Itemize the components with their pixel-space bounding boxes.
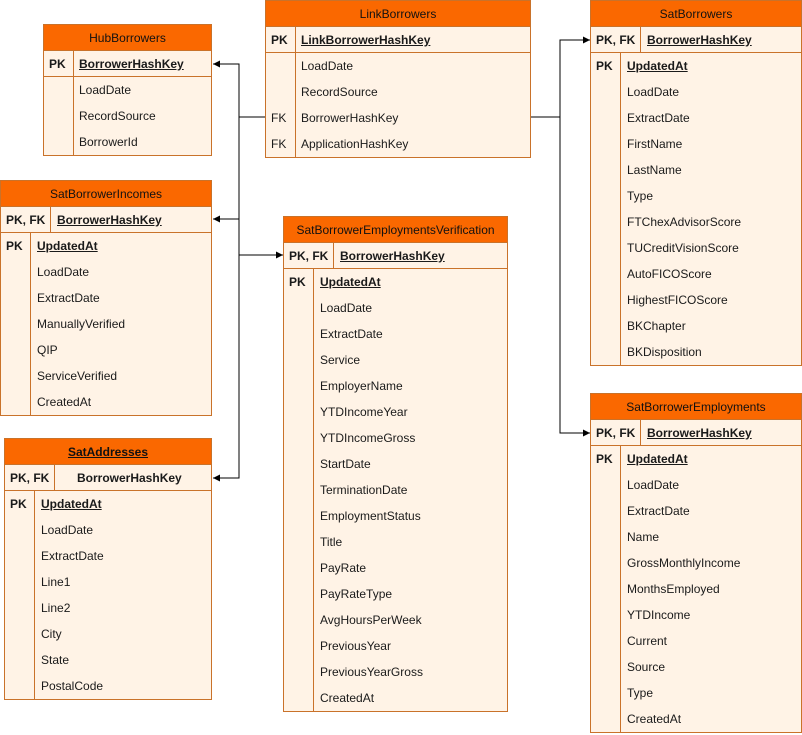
entity-title: SatBorrowerEmploymentsVerification xyxy=(284,217,507,243)
entity-row[interactable] xyxy=(591,235,801,261)
key-label xyxy=(591,472,621,498)
field-name: FTChexAdvisorScore xyxy=(627,215,742,229)
key-label xyxy=(591,313,621,339)
field-name: ExtractDate xyxy=(41,549,104,563)
entity-title: HubBorrowers xyxy=(44,25,211,51)
key-label xyxy=(591,654,621,680)
key-label: PK xyxy=(591,446,621,472)
entity-row[interactable] xyxy=(1,259,211,285)
entity-row[interactable] xyxy=(591,654,801,680)
field-name: ManuallyVerified xyxy=(37,317,126,331)
field-name: HighestFICOScore xyxy=(627,293,728,307)
key-label xyxy=(284,659,314,685)
key-label xyxy=(284,607,314,633)
key-label xyxy=(44,103,74,129)
field-name: Type xyxy=(627,189,654,203)
key-label xyxy=(1,389,31,415)
entity-row[interactable] xyxy=(284,659,507,685)
key-label xyxy=(591,550,621,576)
field-name: MonthsEmployed xyxy=(627,582,720,596)
field-name: PayRateType xyxy=(320,587,393,601)
key-label xyxy=(1,285,31,311)
key-label xyxy=(5,621,35,647)
connector-link-to-sat-borrower-incomes xyxy=(213,117,239,219)
entity-row[interactable] xyxy=(284,269,507,295)
key-label xyxy=(44,77,74,103)
entity-row[interactable] xyxy=(591,680,801,706)
field-name: AutoFICOScore xyxy=(627,267,712,281)
key-label: PK, FK xyxy=(1,207,51,232)
field-name: Line1 xyxy=(41,575,71,589)
key-label xyxy=(5,543,35,569)
key-label xyxy=(284,451,314,477)
entity-title: SatBorrowers xyxy=(591,1,801,27)
entity-row[interactable] xyxy=(5,543,211,569)
key-label xyxy=(591,235,621,261)
field-name: YTDIncomeGross xyxy=(320,431,416,445)
field-name: State xyxy=(41,653,70,667)
entity-row[interactable] xyxy=(284,477,507,503)
field-name: BKChapter xyxy=(627,319,686,333)
entity-row[interactable] xyxy=(1,311,211,337)
field-name: TUCreditVisionScore xyxy=(627,241,739,255)
key-label xyxy=(591,524,621,550)
field-name: PayRate xyxy=(320,561,367,575)
key-label xyxy=(5,517,35,543)
entity-row[interactable] xyxy=(5,647,211,673)
entity-row[interactable] xyxy=(591,524,801,550)
key-label xyxy=(284,555,314,581)
entity-row[interactable] xyxy=(5,673,211,699)
key-label xyxy=(1,363,31,389)
field-name: AvgHoursPerWeek xyxy=(320,613,422,627)
key-label xyxy=(284,399,314,425)
field-name: QIP xyxy=(37,343,58,357)
entity-row[interactable] xyxy=(591,27,801,53)
field-name: PreviousYearGross xyxy=(320,665,423,679)
entity-row[interactable] xyxy=(5,621,211,647)
key-label xyxy=(591,131,621,157)
entity-row[interactable] xyxy=(1,363,211,389)
field-name: UpdatedAt xyxy=(627,452,688,466)
key-label: PK xyxy=(1,233,31,259)
entity-row[interactable] xyxy=(44,129,211,155)
field-name: LinkBorrowerHashKey xyxy=(301,33,431,47)
field-name: RecordSource xyxy=(79,109,156,123)
field-name: Name xyxy=(627,530,660,544)
field-name: LoadDate xyxy=(320,301,373,315)
entity-title: LinkBorrowers xyxy=(266,1,530,27)
entity-sat-borrower-employments-verification[interactable] xyxy=(283,216,508,712)
key-label: PK, FK xyxy=(5,465,55,490)
key-label xyxy=(5,673,35,699)
field-name: UpdatedAt xyxy=(37,239,98,253)
field-name: EmployerName xyxy=(320,379,403,393)
key-label: PK, FK xyxy=(591,27,641,52)
entity-row[interactable] xyxy=(284,425,507,451)
field-name: ExtractDate xyxy=(37,291,100,305)
key-label xyxy=(591,79,621,105)
entity-link-borrowers[interactable] xyxy=(265,0,531,158)
entity-row[interactable] xyxy=(284,399,507,425)
field-name: Source xyxy=(627,660,666,674)
field-name: ExtractDate xyxy=(627,504,690,518)
key-label xyxy=(284,373,314,399)
field-name: City xyxy=(41,627,62,641)
field-name: LoadDate xyxy=(37,265,90,279)
field-name: UpdatedAt xyxy=(627,59,688,73)
entity-row[interactable] xyxy=(266,79,530,105)
entity-row[interactable] xyxy=(591,131,801,157)
key-label: FK xyxy=(266,105,296,131)
entity-row[interactable] xyxy=(1,337,211,363)
key-label xyxy=(284,425,314,451)
field-name: UpdatedAt xyxy=(320,275,381,289)
field-name: RecordSource xyxy=(301,85,378,99)
key-label xyxy=(591,498,621,524)
entity-row[interactable] xyxy=(591,420,801,446)
key-label xyxy=(591,680,621,706)
key-label xyxy=(591,157,621,183)
entity-row[interactable] xyxy=(5,517,211,543)
field-name: GrossMonthlyIncome xyxy=(627,556,741,570)
key-label: PK, FK xyxy=(591,420,641,445)
field-name: PreviousYear xyxy=(320,639,391,653)
entity-row[interactable] xyxy=(284,503,507,529)
entity-row[interactable] xyxy=(266,105,530,131)
entity-row[interactable] xyxy=(284,685,507,711)
entity-row[interactable] xyxy=(591,472,801,498)
field-name: YTDIncomeYear xyxy=(320,405,408,419)
connector-link-to-sat-borrower-employments xyxy=(560,117,590,433)
field-name: PostalCode xyxy=(41,679,104,693)
key-label xyxy=(284,529,314,555)
field-name: LastName xyxy=(627,163,682,177)
key-label: PK xyxy=(44,51,74,76)
entity-row[interactable] xyxy=(284,295,507,321)
entity-row[interactable] xyxy=(591,209,801,235)
key-label xyxy=(591,339,621,365)
entity-row[interactable] xyxy=(266,27,530,53)
entity-row[interactable] xyxy=(591,706,801,732)
entity-sat-borrower-employments[interactable] xyxy=(590,393,802,733)
key-label xyxy=(284,581,314,607)
field-name: EmploymentStatus xyxy=(320,509,421,523)
entity-title: SatBorrowerEmployments xyxy=(591,394,801,420)
entity-row[interactable] xyxy=(591,287,801,313)
key-label xyxy=(284,295,314,321)
entity-row[interactable] xyxy=(591,261,801,287)
key-label: PK xyxy=(591,53,621,79)
field-name: CreatedAt xyxy=(627,712,682,726)
key-label xyxy=(44,129,74,155)
key-label xyxy=(5,569,35,595)
entity-row[interactable] xyxy=(591,446,801,472)
key-label xyxy=(591,706,621,732)
field-name: LoadDate xyxy=(627,85,680,99)
entity-row[interactable] xyxy=(5,569,211,595)
key-label xyxy=(284,347,314,373)
field-name: FirstName xyxy=(627,137,683,151)
field-name: BorrowerHashKey xyxy=(647,33,752,47)
key-label xyxy=(284,633,314,659)
entity-row[interactable] xyxy=(591,53,801,79)
field-name: StartDate xyxy=(320,457,371,471)
field-name: BKDisposition xyxy=(627,345,702,359)
entity-row[interactable] xyxy=(284,555,507,581)
entity-title: SatBorrowerIncomes xyxy=(1,181,211,207)
entity-row[interactable] xyxy=(591,498,801,524)
entity-row[interactable] xyxy=(284,451,507,477)
key-label: PK xyxy=(5,491,35,517)
key-label xyxy=(284,685,314,711)
entity-row[interactable] xyxy=(5,491,211,517)
key-label xyxy=(1,311,31,337)
field-name: LoadDate xyxy=(627,478,680,492)
entity-row[interactable] xyxy=(591,79,801,105)
entity-row[interactable] xyxy=(284,373,507,399)
key-label xyxy=(284,477,314,503)
entity-row[interactable] xyxy=(591,183,801,209)
field-name: ApplicationHashKey xyxy=(301,137,409,151)
field-name: CreatedAt xyxy=(37,395,92,409)
entity-row[interactable] xyxy=(284,321,507,347)
field-name: ExtractDate xyxy=(320,327,383,341)
key-label xyxy=(5,595,35,621)
key-label xyxy=(266,53,296,79)
field-name: YTDIncome xyxy=(627,608,691,622)
field-name: ExtractDate xyxy=(627,111,690,125)
field-name: BorrowerHashKey xyxy=(57,213,162,227)
key-label xyxy=(284,321,314,347)
key-label xyxy=(5,647,35,673)
entity-row[interactable] xyxy=(44,51,211,77)
field-name: LoadDate xyxy=(41,523,94,537)
entity-row[interactable] xyxy=(1,207,211,233)
field-name: UpdatedAt xyxy=(41,497,102,511)
entity-row[interactable] xyxy=(591,602,801,628)
field-name: Current xyxy=(627,634,668,648)
entity-sat-addresses[interactable] xyxy=(4,438,212,700)
key-label xyxy=(591,628,621,654)
entity-row[interactable] xyxy=(591,576,801,602)
field-name: BorrowerId xyxy=(79,135,138,149)
field-name: ServiceVerified xyxy=(37,369,118,383)
entity-row[interactable] xyxy=(591,313,801,339)
entity-row[interactable] xyxy=(284,581,507,607)
entity-sat-borrower-incomes[interactable] xyxy=(0,180,212,416)
field-name: Line2 xyxy=(41,601,71,615)
entity-row[interactable] xyxy=(1,285,211,311)
key-label xyxy=(591,209,621,235)
entity-row[interactable] xyxy=(44,77,211,103)
entity-row[interactable] xyxy=(5,595,211,621)
field-name: LoadDate xyxy=(79,83,132,97)
entity-row[interactable] xyxy=(591,550,801,576)
key-label: PK xyxy=(284,269,314,295)
entity-row[interactable] xyxy=(591,339,801,365)
field-name: Title xyxy=(320,535,343,549)
key-label xyxy=(1,259,31,285)
field-name: CreatedAt xyxy=(320,691,375,705)
field-name: Service xyxy=(320,353,361,367)
field-name: Type xyxy=(627,686,654,700)
key-label xyxy=(591,105,621,131)
key-label xyxy=(266,79,296,105)
entity-row[interactable] xyxy=(591,628,801,654)
entity-row[interactable] xyxy=(591,157,801,183)
connector-link-to-sat-borrowers xyxy=(531,40,590,117)
entity-row[interactable] xyxy=(284,243,507,269)
entity-row[interactable] xyxy=(1,233,211,259)
entity-row[interactable] xyxy=(266,131,530,157)
entity-row[interactable] xyxy=(284,607,507,633)
key-label xyxy=(1,337,31,363)
key-label xyxy=(591,183,621,209)
entity-row[interactable] xyxy=(284,633,507,659)
entity-sat-borrowers[interactable] xyxy=(590,0,802,366)
entity-row[interactable] xyxy=(284,347,507,373)
field-name: BorrowerHashKey xyxy=(77,471,182,485)
field-name: BorrowerHashKey xyxy=(301,111,399,125)
connector-link-to-sat-employments-verification xyxy=(239,219,283,255)
field-name: BorrowerHashKey xyxy=(647,426,752,440)
key-label: PK xyxy=(266,27,296,52)
field-name: LoadDate xyxy=(301,59,354,73)
key-label xyxy=(591,602,621,628)
key-label xyxy=(591,287,621,313)
entity-row[interactable] xyxy=(591,105,801,131)
field-name: BorrowerHashKey xyxy=(340,249,445,263)
entity-row[interactable] xyxy=(5,465,211,491)
entity-row[interactable] xyxy=(44,103,211,129)
entity-row[interactable] xyxy=(266,53,530,79)
connector-link-to-hub-borrowers xyxy=(213,64,265,117)
key-label: FK xyxy=(266,131,296,157)
entity-title: SatAddresses xyxy=(5,439,211,465)
key-label xyxy=(591,576,621,602)
key-label xyxy=(591,261,621,287)
entity-row[interactable] xyxy=(1,389,211,415)
field-name: TerminationDate xyxy=(320,483,408,497)
entity-row[interactable] xyxy=(284,529,507,555)
field-name: BorrowerHashKey xyxy=(79,57,184,71)
connector-link-to-sat-addresses xyxy=(213,255,239,478)
key-label: PK, FK xyxy=(284,243,334,268)
entity-hub-borrowers[interactable] xyxy=(43,24,212,156)
key-label xyxy=(284,503,314,529)
